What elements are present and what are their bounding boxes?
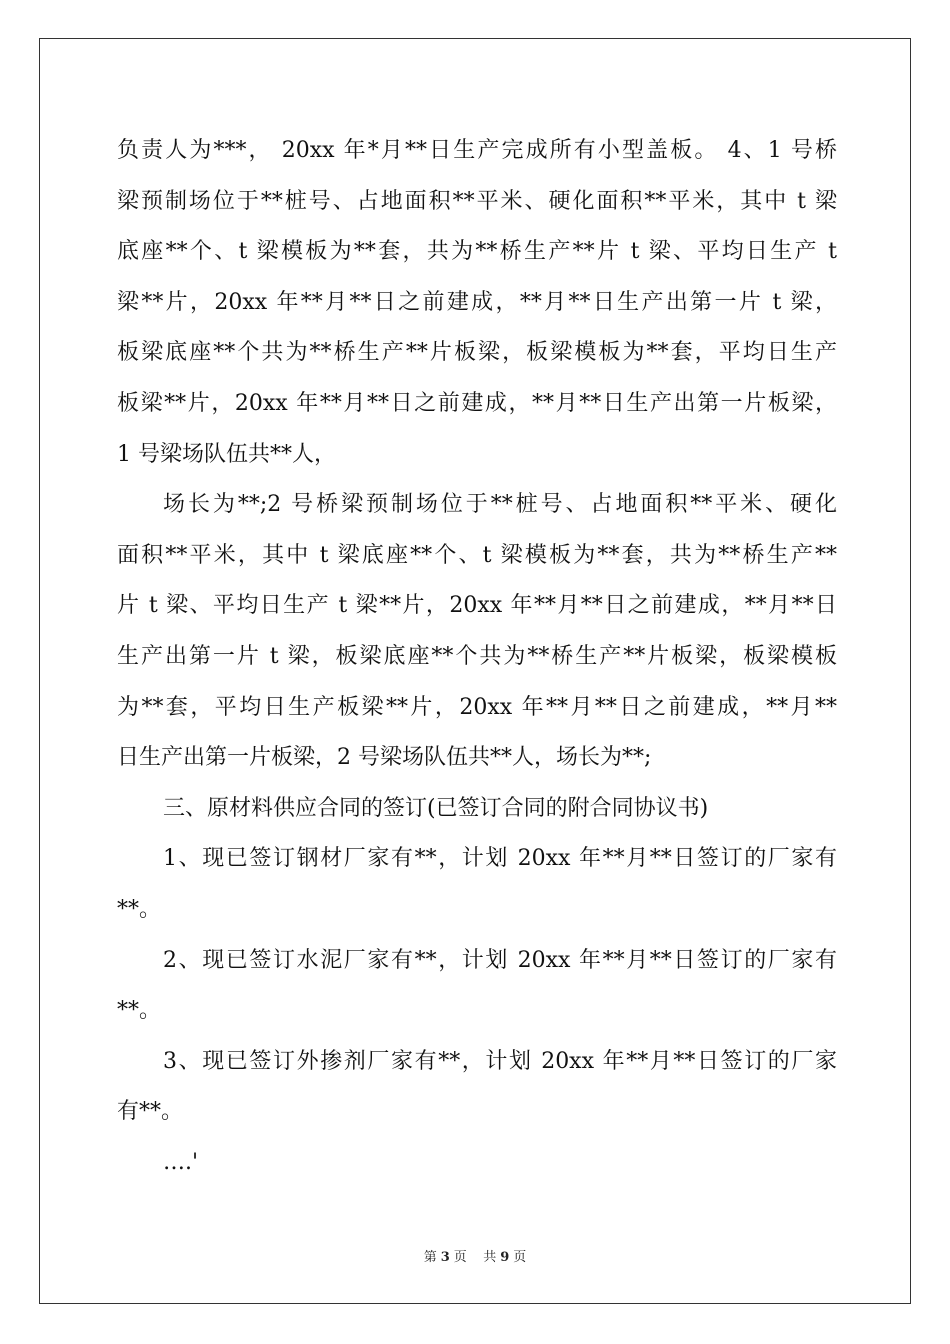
paragraph (117, 480, 837, 784)
text-line: 负责人为***， 20xx 年*月**日生产完成所有小型盖板。 4、1 号桥 (117, 138, 837, 163)
text-line: 三、原材料供应合同的签订(已签订合同的附合同协议书) (163, 795, 709, 821)
text-line: 日生产出第一片板梁，2 号梁场队伍共**人，场长为**; (117, 745, 652, 771)
paragraph (117, 936, 837, 1037)
footer-prefix: 第 (423, 1250, 437, 1265)
text-line: 底座**个、t 梁模板为**套，共为**桥生产**片 t 梁、平均日生产 t (117, 239, 837, 265)
footer-total-pages: 9 (500, 1250, 510, 1265)
text-line: 为**套，平均日生产板梁**片，20xx 年**月**日之前建成，**月** (117, 694, 837, 720)
text-line: 1、现已签订钢材厂家有**，计划 20xx 年**月**日签订的厂家有 (163, 846, 837, 872)
text-line: 板梁底座**个共为**桥生产**片板梁，板梁模板为**套，平均日生产 (117, 340, 837, 366)
text-line: 板梁**片，20xx 年**月**日之前建成，**月**日生产出第一片板梁， (117, 390, 837, 416)
text-line: **。 (117, 998, 162, 1024)
text-line: 片 t 梁、平均日生产 t 梁**片，20xx 年**月**日之前建成，**月**日 (117, 593, 837, 619)
paragraph (117, 784, 837, 835)
footer-page-number: 3 (440, 1250, 450, 1265)
text-line: 梁**片，20xx 年**月**日之前建成，**月**日生产出第一片 t 梁， (117, 289, 837, 315)
paragraph (117, 834, 837, 935)
text-line: 面积**平米，其中 t 梁底座**个、t 梁模板为**套，共为**桥生产** (117, 542, 837, 568)
paragraph (117, 126, 837, 480)
text-line: ….' (163, 1149, 199, 1175)
text-line: 3、现已签订外掺剂厂家有**，计划 20xx 年**月**日签订的厂家 (163, 1048, 837, 1074)
text-line: 场长为**;2 号桥梁预制场位于**桩号、占地面积**平米、硬化 (163, 492, 837, 518)
page-footer (0, 1246, 950, 1265)
footer-total-prefix: 共 (483, 1250, 497, 1265)
text-line: 生产出第一片 t 梁，板梁底座**个共为**桥生产**片板梁，板梁模板 (117, 643, 837, 669)
footer-page-unit: 页 (453, 1250, 467, 1265)
text-line: 梁预制场位于**桩号、占地面积**平米、硬化面积**平米，其中 t 梁 (117, 188, 837, 214)
text-line: 有**。 (117, 1099, 184, 1125)
footer-total-unit: 页 (513, 1250, 527, 1265)
text-line: 2、现已签订水泥厂家有**，计划 20xx 年**月**日签订的厂家有 (163, 947, 837, 973)
text-line: 1 号梁场队伍共**人， (117, 441, 336, 467)
paragraph (117, 1037, 837, 1138)
paragraph (117, 1138, 837, 1189)
text-line: **。 (117, 896, 162, 922)
document-body (117, 126, 837, 1188)
